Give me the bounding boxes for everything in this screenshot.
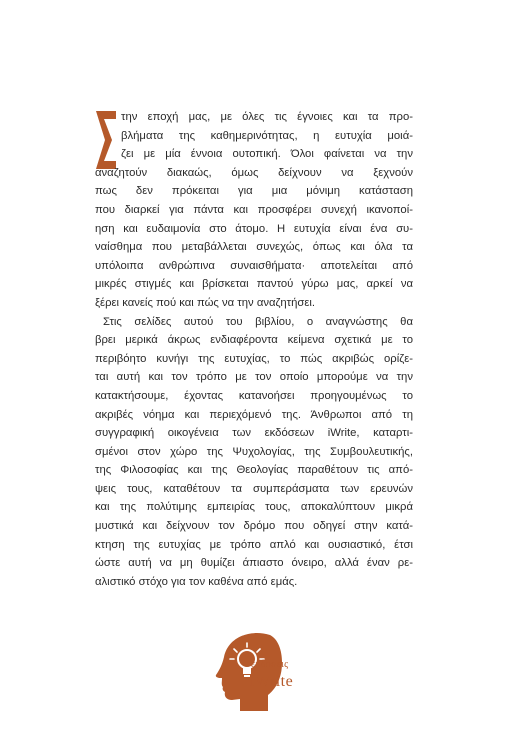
paragraph1-line: ξέρει κανείς πού και πώς να την αναζητήσει. xyxy=(95,296,316,309)
paragraph1-line: πως δεν πρόκειται για μια μόνιμη κατάσταση xyxy=(95,185,413,198)
paragraph1-line: την εποχή μας, με όλες τις έγνοιες και τα προ- xyxy=(121,111,413,123)
paragraph2-line: ακριβές νόημα και περιεχόμενό της. Άνθρωποι από τη xyxy=(95,408,413,421)
paragraph2-line: Στις σελίδες αυτού του βιβλίου, ο αναγνώστης θα xyxy=(103,315,413,328)
paragraph2-line: ψεις τους, καταθέτουν τα συμπεράσματα των ερευνών xyxy=(95,482,413,495)
paragraph1-line: ζει με μία έννοια ουτοπική. Όλοι φαίνεται να την xyxy=(121,148,413,161)
paragraph2-line: ται αυτή και τον τρόπο με τον οποίο μπορούμε να την xyxy=(95,371,413,384)
paragraph-1 xyxy=(95,108,413,313)
publisher-label-large: iWrite xyxy=(250,673,294,690)
paragraph1-line: ηση και ευδαιμονία στο άτομο. Η ευτυχία είναι ένα συ- xyxy=(95,222,413,235)
publisher-label-small: εκδόσεις xyxy=(251,659,289,670)
paragraph1-line: ναίσθημα που μεταβάλλεται συνεχώς, όπως και όλα τα xyxy=(95,241,413,254)
paragraph2-line: κατακτήσουμε, έχοντας κατανοήσει προηγουμένως το xyxy=(95,389,413,402)
paragraph2-line: αλιστικό στόχο για τον καθένα από εμάς. xyxy=(95,575,298,588)
paragraph1-line: βλήματα της καθημερινότητας, η ευτυχία μοιά- xyxy=(121,129,413,142)
head-lightbulb-icon xyxy=(210,625,300,715)
paragraph2-line: της Φιλοσοφίας και της Θεολογίας παραθέτουν τις από- xyxy=(95,464,413,477)
paragraph1-line: μικρές στιγμές και βρίσκεται παντού γύρω μας, αρκεί να xyxy=(95,278,413,291)
paragraph2-line: βρει μερικά άκρως ενδιαφέροντα κείμενα σχετικά με το xyxy=(95,334,413,347)
paragraph1-line: αναζητούν διακαώς, όμως δείχνουν να ξεχνούν xyxy=(95,166,413,179)
paragraph2-line: συγγραφική οικογένεια των εκδόσεων iWrite, καταρτι- xyxy=(95,427,413,440)
paragraph2-line: περιβόητο κυνήγι της ευτυχίας, το πώς ακριβώς ορίζε- xyxy=(95,352,413,365)
paragraph2-line: ώστε αυτή να μη θυμίζει άπιαστο όνειρο, αλλά έναν ρε- xyxy=(95,557,413,570)
paragraph2-line: σμένοι στον χώρο της Ψυχολογίας, της Συμβουλευτικής, xyxy=(95,445,413,458)
blurb-text xyxy=(95,108,413,591)
paragraph1-line: υπόλοιπα ανθρώπινα συναισθήματα· αποτελείται από xyxy=(95,259,413,272)
paragraph2-line: μυστικά και δείχνουν τον δρόμο που οδηγεί στην κατά- xyxy=(95,520,413,533)
paragraph-2 xyxy=(95,313,413,592)
paragraph2-line: κτηση της ευτυχίας με τρόπο απλό και ουσιαστικό, έτσι xyxy=(95,538,413,551)
paragraph1-line: που διαρκεί για πάντα και προσφέρει συνεχή ικανοποί- xyxy=(95,203,413,216)
paragraph2-line: και της πολύτιμης εμπειρίας τους, αποκαλύπτουν μικρά xyxy=(95,501,413,514)
